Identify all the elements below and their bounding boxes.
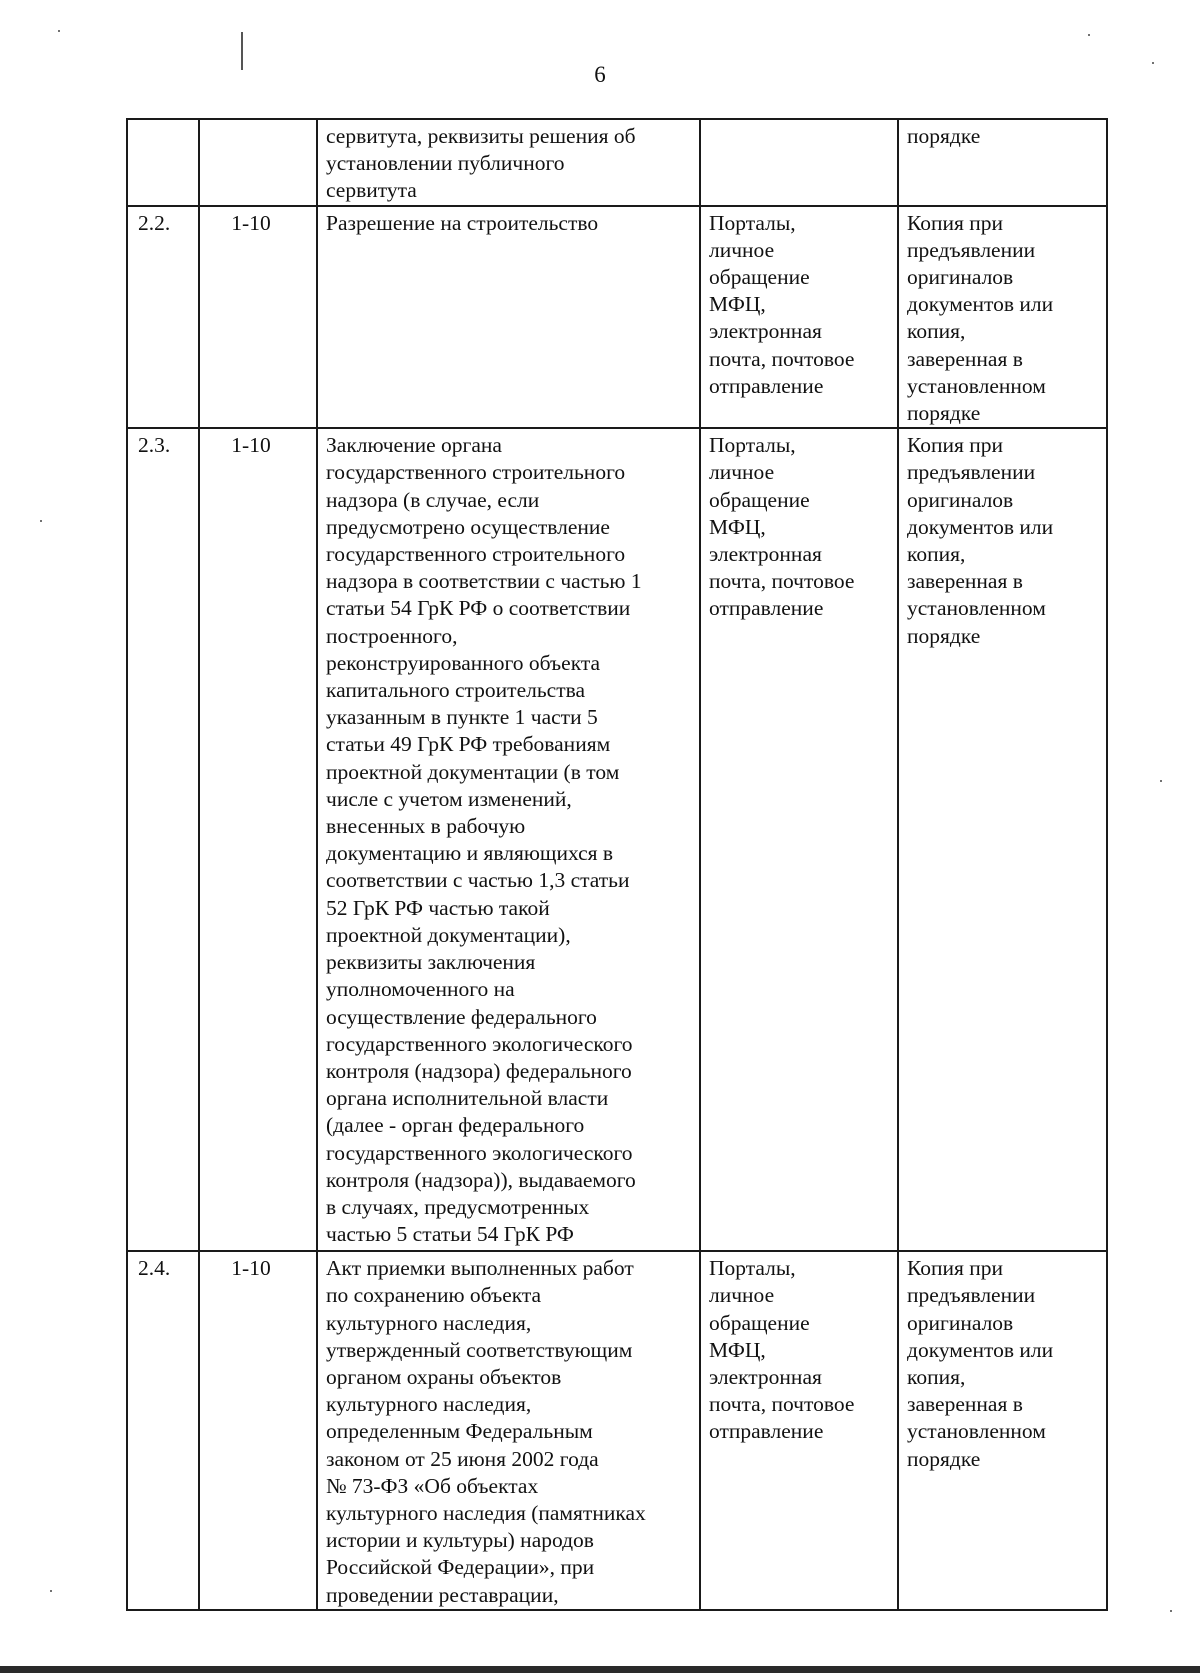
document-name-cell: Акт приемки выполненных работ по сохранению объекта культурного наследия, утвержденный соответствующим органом охраны объектов культурного наследия, определенным Федеральным законом от 25 июня 2002 года № 73-ФЗ «Об объектах культурного наследия (памятниках истории и культуры) народов Российской Федерации», при проведении реставрации, <box>317 1251 700 1610</box>
table-row <box>127 206 1107 429</box>
scan-bottom-edge <box>0 1666 1200 1673</box>
scan-speck <box>1170 1610 1172 1612</box>
document-form-cell: Копия при предъявлении оригиналов документов или копия, заверенная в установленном порядке <box>898 1251 1107 1610</box>
applicant-code-cell: 1-10 <box>199 206 317 429</box>
row-number-cell: 2.4. <box>127 1251 199 1610</box>
scan-speck <box>58 30 60 32</box>
submission-method-cell: Порталы, личное обращение МФЦ, электронная почта, почтовое отправление <box>700 206 898 429</box>
row-number-cell: 2.3. <box>127 428 199 1251</box>
submission-method-cell: Порталы, личное обращение МФЦ, электронная почта, почтовое отправление <box>700 428 898 1251</box>
document-form-cell: порядке <box>898 119 1107 206</box>
document-name-cell: сервитута, реквизиты решения об установлении публичного сервитута <box>317 119 700 206</box>
table-row <box>127 1251 1107 1610</box>
document-name-cell: Заключение органа государственного строительного надзора (в случае, если предусмотрено осуществление государственного строительного надзора в соответствии с частью 1 статьи 54 ГрК РФ о соответствии построенного, реконструированного объекта капитального строительства указанным в пункте 1 части 5 статьи 49 ГрК РФ требованиям проектной документации (в том числе с учетом изменений, внесенных в рабочую документацию и являющихся в соответствии с частью 1,3 статьи 52 ГрК РФ частью такой проектной документации), реквизиты заключения уполномоченного на осуществление федерального государственного экологического контроля (надзора) федерального органа исполнительной власти (далее - орган федерального государственного экологического контроля (надзора)), выдаваемого в случаях, предусмотренных частью 5 статьи 54 ГрК РФ <box>317 428 700 1251</box>
scan-speck <box>1160 780 1162 782</box>
scan-speck <box>1088 34 1090 36</box>
document-form-cell: Копия при предъявлении оригиналов документов или копия, заверенная в установленном порядке <box>898 428 1107 1251</box>
table-row <box>127 428 1107 1251</box>
scan-speck <box>50 1590 52 1592</box>
document-form-cell: Копия при предъявлении оригиналов документов или копия, заверенная в установленном порядке <box>898 206 1107 429</box>
documents-table <box>126 118 1108 1611</box>
submission-method-cell <box>700 119 898 206</box>
applicant-code-cell: 1-10 <box>199 428 317 1251</box>
scan-speck <box>40 520 42 522</box>
row-number-cell <box>127 119 199 206</box>
submission-method-cell: Порталы, личное обращение МФЦ, электронная почта, почтовое отправление <box>700 1251 898 1610</box>
row-number-cell: 2.2. <box>127 206 199 429</box>
scan-speck <box>1152 62 1154 64</box>
document-name-cell: Разрешение на строительство <box>317 206 700 429</box>
table-row <box>127 119 1107 206</box>
scan-artifact-mark <box>241 32 243 70</box>
applicant-code-cell: 1-10 <box>199 1251 317 1610</box>
page-number: 6 <box>594 62 606 87</box>
applicant-code-cell <box>199 119 317 206</box>
